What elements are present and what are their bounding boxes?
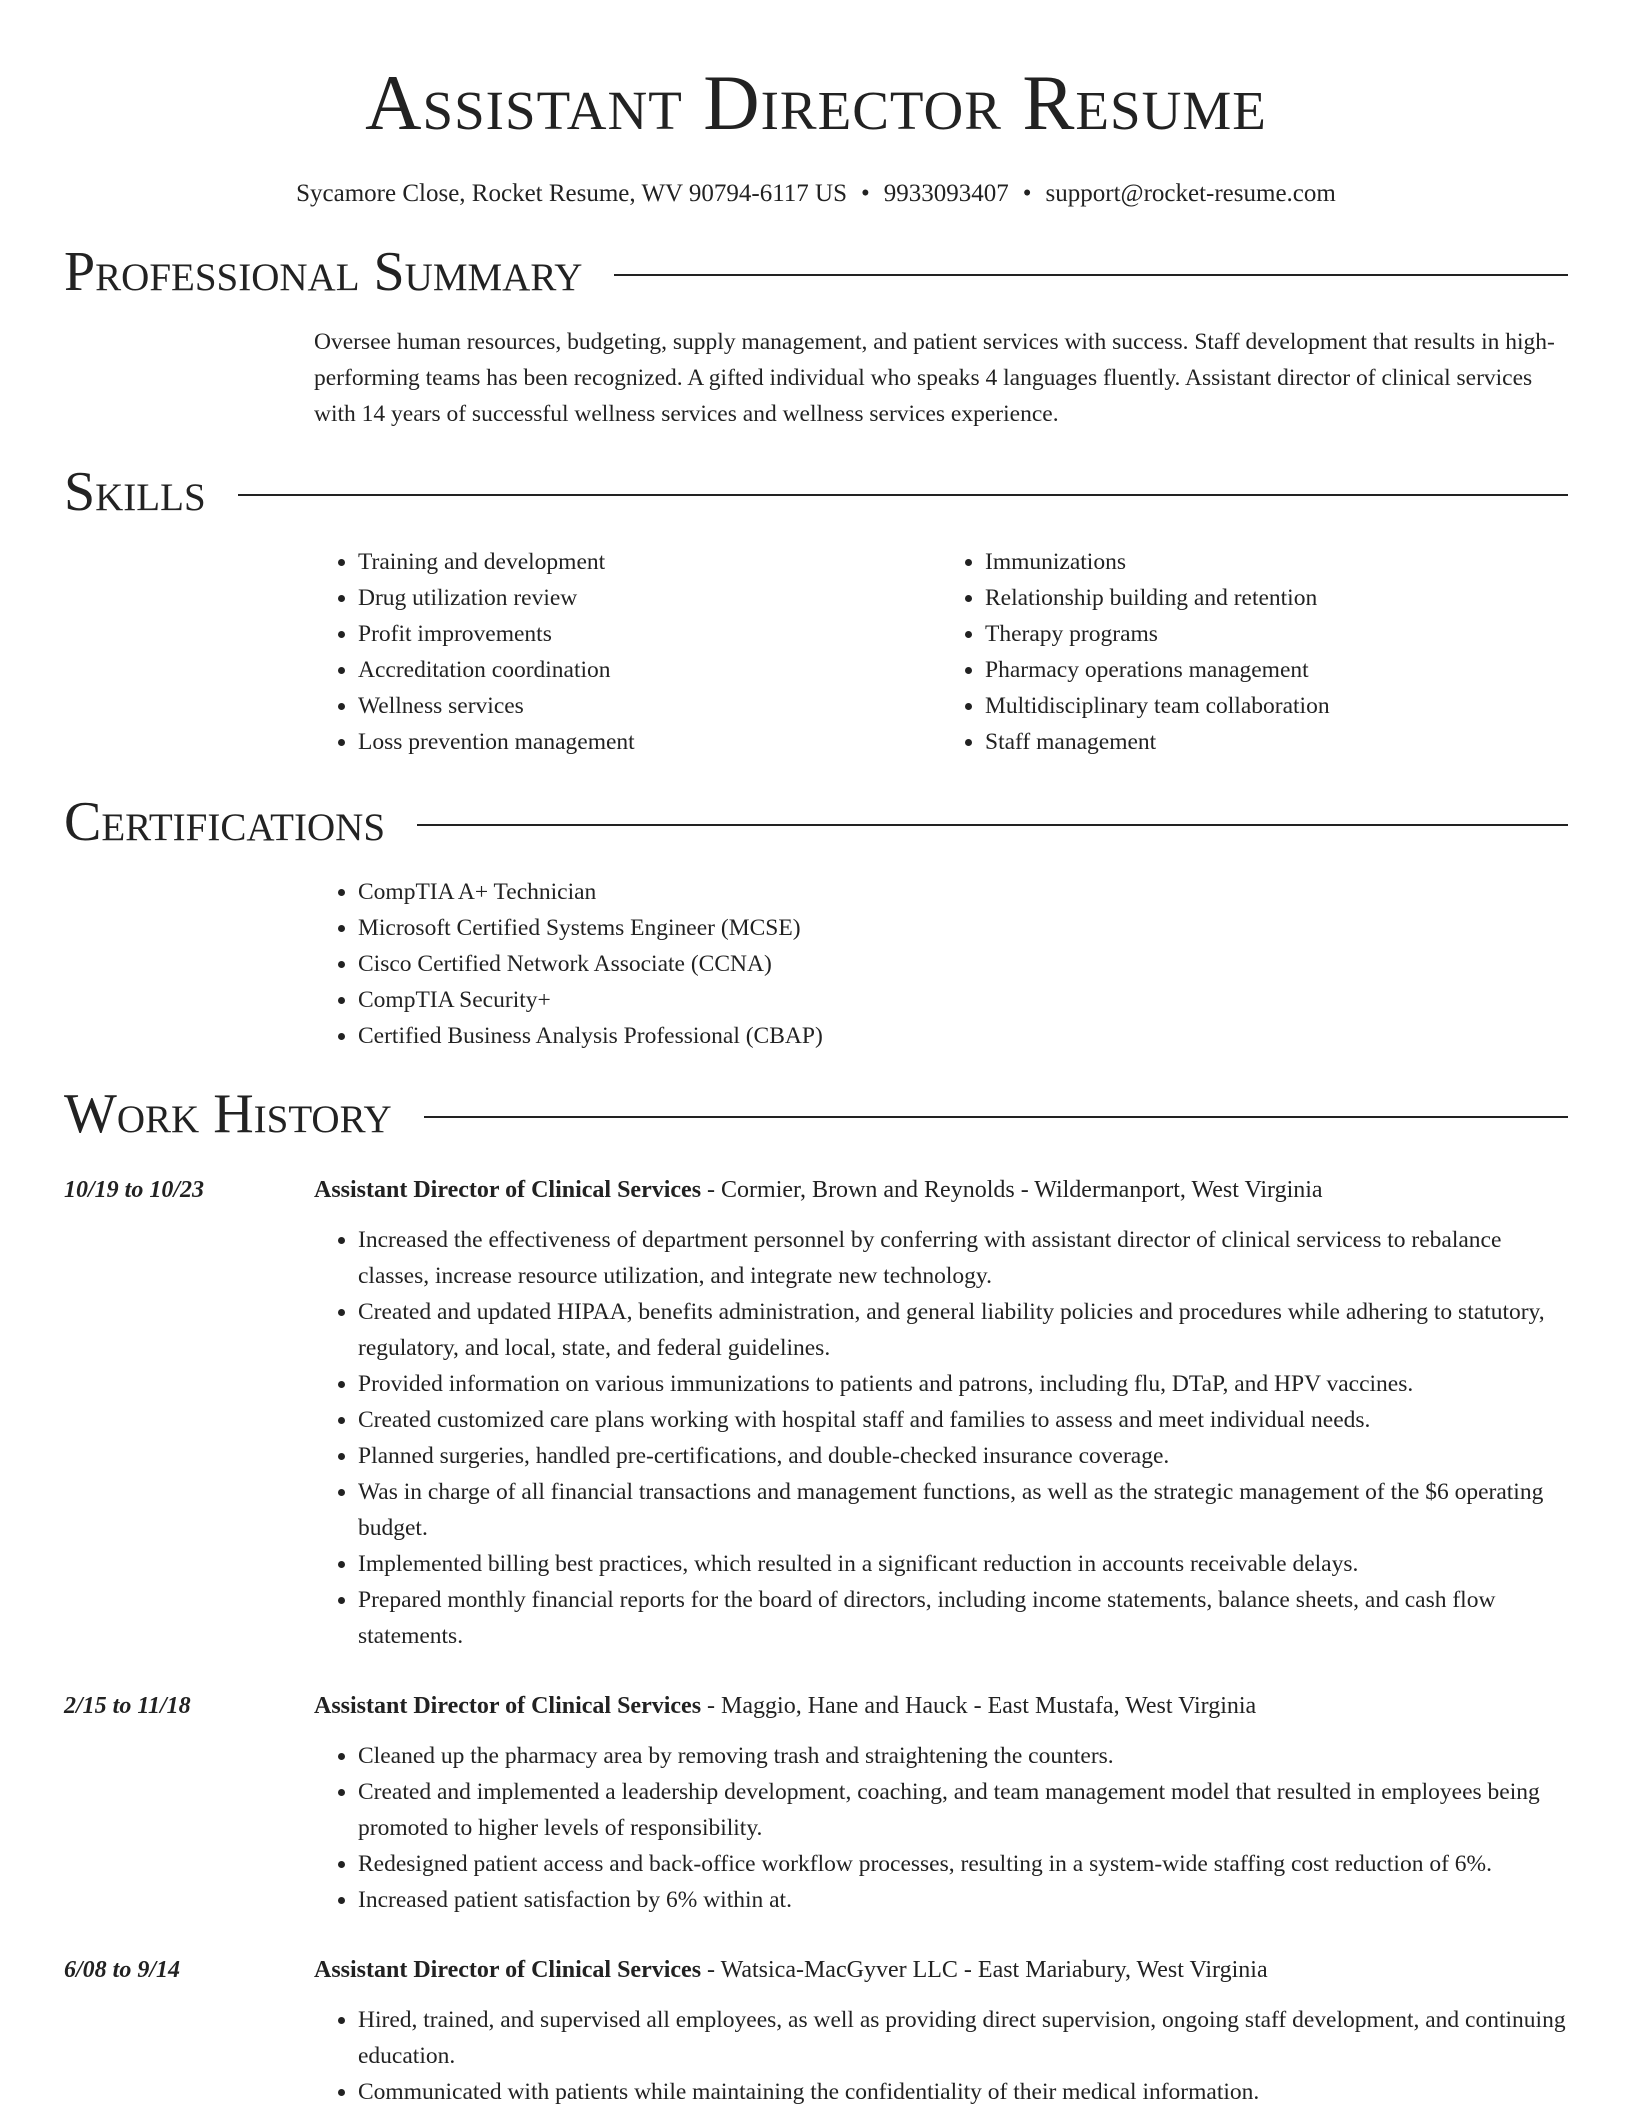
job-content xyxy=(314,1952,1568,2110)
skill-item: • Pharmacy operations management xyxy=(985,652,1568,688)
skills-list xyxy=(314,544,1568,760)
job-company-location: - Maggio, Hane and Hauck - East Mustafa, West Virginia xyxy=(701,1693,1257,1719)
section-divider xyxy=(614,274,1568,276)
job-content xyxy=(314,1172,1568,1654)
job-bullet: • Increased patient satisfaction by 6% within at. xyxy=(358,1882,1568,1918)
contact-separator: • xyxy=(1022,180,1032,207)
summary-heading: Professional Summary xyxy=(64,241,583,303)
summary-text: Oversee human resources, budgeting, supply management, and patient services with success. Staff development that results in high-performing teams has been recognized. A gifted individual who speaks 4 languages fluently. Assistant director of clinical services with 14 years of successful wellness services and wellness services experience. xyxy=(314,329,1555,427)
job-heading xyxy=(314,1172,1568,1208)
job-dates: 6/08 to 9/14 xyxy=(64,1957,181,1983)
section-divider xyxy=(417,824,1568,826)
skill-item: • Relationship building and retention xyxy=(985,580,1568,616)
contact-line xyxy=(64,180,1568,208)
skill-item: • Therapy programs xyxy=(985,616,1568,652)
skill-item: • Drug utilization review xyxy=(358,580,941,616)
resume-page xyxy=(64,0,1568,2110)
skill-item: • Loss prevention management xyxy=(358,724,941,760)
contact-address: Sycamore Close, Rocket Resume, WV 90794-6117 US xyxy=(296,180,848,207)
contact-email: support@rocket-resume.com xyxy=(1045,180,1336,207)
section-divider xyxy=(424,1116,1568,1118)
job-heading xyxy=(314,1952,1568,1988)
job-company-location: - Watsica-MacGyver LLC - East Mariabury, West Virginia xyxy=(701,1957,1268,1983)
job-bullet: • Planned surgeries, handled pre-certifications, and double-checked insurance coverage. xyxy=(358,1438,1568,1474)
contact-separator: • xyxy=(861,180,870,207)
work-history-list xyxy=(64,1172,1568,2110)
job-bullet: • Cleaned up the pharmacy area by removing trash and straightening the counters. xyxy=(358,1738,1568,1774)
job-bullet: • Hired, trained, and supervised all employees, as well as providing direct supervision, ongoing staff development, and continuing education. xyxy=(358,2002,1568,2074)
certifications-bullets xyxy=(314,874,1568,1054)
skills-heading: Skills xyxy=(64,461,206,523)
certifications-list xyxy=(314,874,1568,1054)
certification-item: • Certified Business Analysis Professional (CBAP) xyxy=(358,1018,1568,1054)
skills-section-header xyxy=(64,461,1568,523)
skill-item: • Wellness services xyxy=(358,688,941,724)
work-history-section-header xyxy=(64,1083,1568,1145)
job-bullet: • Was in charge of all financial transactions and management functions, as well as the strategic management of the $6 operating budget. xyxy=(358,1474,1568,1546)
job-bullet: • Provided information on various immunizations to patients and patrons, including flu, DTaP, and HPV vaccines. xyxy=(358,1366,1568,1402)
skill-item: • Multidisciplinary team collaboration xyxy=(985,688,1568,724)
job-title: Assistant Director of Clinical Services xyxy=(314,1693,702,1719)
section-divider xyxy=(238,494,1568,496)
skills-column-left xyxy=(314,544,941,760)
certification-item: • CompTIA A+ Technician xyxy=(358,874,1568,910)
skill-item: • Training and development xyxy=(358,544,941,580)
certifications-section-header xyxy=(64,791,1568,853)
certification-item: • Microsoft Certified Systems Engineer (MCSE) xyxy=(358,910,1568,946)
certification-item: • Cisco Certified Network Associate (CCNA) xyxy=(358,946,1568,982)
job-bullet: • Redesigned patient access and back-office workflow processes, resulting in a system-wide staffing cost reduction of 6%. xyxy=(358,1846,1568,1882)
job-heading xyxy=(314,1688,1568,1724)
work-history-heading: Work History xyxy=(64,1083,392,1145)
contact-phone: 9933093407 xyxy=(883,180,1009,207)
job-bullet: • Prepared monthly financial reports for the board of directors, including income statements, balance sheets, and cash flow statements. xyxy=(358,1582,1568,1654)
job-content xyxy=(314,1688,1568,1918)
job-bullet: • Implemented billing best practices, which resulted in a significant reduction in accounts receivable delays. xyxy=(358,1546,1568,1582)
job-entry xyxy=(64,1688,1568,1918)
job-bullets xyxy=(314,2002,1568,2110)
job-dates: 10/19 to 10/23 xyxy=(64,1177,205,1203)
job-title: Assistant Director of Clinical Services xyxy=(314,1177,702,1203)
job-bullets xyxy=(314,1738,1568,1918)
certifications-heading: Certifications xyxy=(64,791,386,853)
certification-item: • CompTIA Security+ xyxy=(358,982,1568,1018)
job-dates: 2/15 to 11/18 xyxy=(64,1693,191,1719)
job-bullet: • Increased the effectiveness of department personnel by conferring with assistant director of clinical servicess to rebalance classes, increase resource utilization, and integrate new technology. xyxy=(358,1222,1568,1294)
job-title: Assistant Director of Clinical Services xyxy=(314,1957,702,1983)
summary-section-header xyxy=(64,241,1568,303)
job-bullets xyxy=(314,1222,1568,1654)
job-bullet: • Created customized care plans working with hospital staff and families to assess and meet individual needs. xyxy=(358,1402,1568,1438)
skill-item: • Profit improvements xyxy=(358,616,941,652)
job-bullet: • Created and updated HIPAA, benefits administration, and general liability policies and procedures while adhering to statutory, regulatory, and local, state, and federal guidelines. xyxy=(358,1294,1568,1366)
job-entry xyxy=(64,1952,1568,2110)
skills-column-right xyxy=(941,544,1568,760)
skill-item: • Accreditation coordination xyxy=(358,652,941,688)
job-bullet: • Created and implemented a leadership development, coaching, and team management model that resulted in employees being promoted to higher levels of responsibility. xyxy=(358,1774,1568,1846)
resume-title: Assistant Director Resume xyxy=(365,59,1267,146)
skill-item: • Staff management xyxy=(985,724,1568,760)
job-entry xyxy=(64,1172,1568,1654)
skill-item: • Immunizations xyxy=(985,544,1568,580)
job-company-location: - Cormier, Brown and Reynolds - Wildermanport, West Virginia xyxy=(701,1177,1323,1203)
job-bullet: • Communicated with patients while maintaining the confidentiality of their medical information. xyxy=(358,2074,1568,2110)
